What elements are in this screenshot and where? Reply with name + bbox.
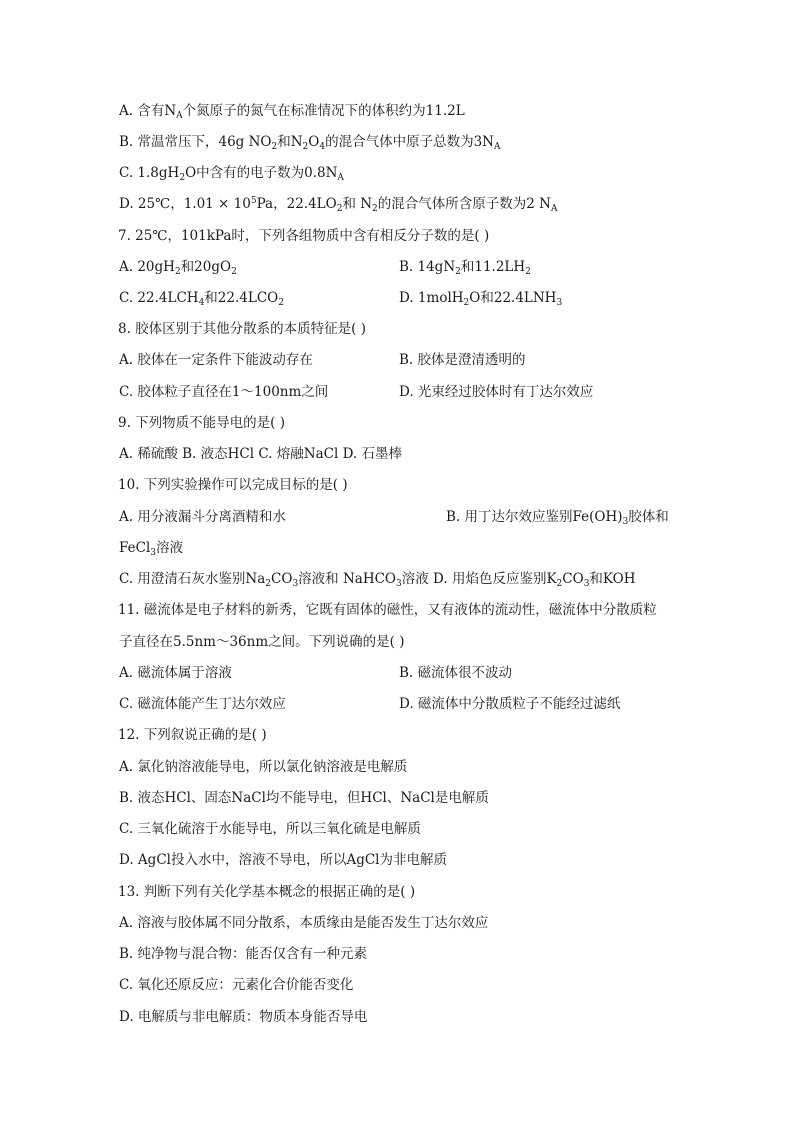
text-run: 溶液 D. 用焰色反应鉴别K bbox=[401, 571, 557, 587]
text-run: 和 N bbox=[342, 196, 373, 212]
text-run: 个氮原子的氮气在标准情况下的体积约为11.2L bbox=[182, 103, 465, 119]
text-run: D. 光束经过胶体时有丁达尔效应 bbox=[399, 384, 594, 400]
text-run: O bbox=[308, 134, 320, 150]
text-run: A. 含有N bbox=[119, 103, 177, 119]
question-stem bbox=[118, 600, 657, 620]
answer-line bbox=[119, 975, 353, 995]
answer-option-right bbox=[399, 350, 526, 370]
answer-line bbox=[119, 538, 183, 558]
text-run: A. 20gH bbox=[119, 259, 175, 275]
question-stem bbox=[118, 226, 489, 246]
text-run: D. 1molH bbox=[399, 290, 464, 306]
answer-line bbox=[119, 288, 284, 308]
text-run: CO bbox=[271, 571, 293, 587]
question-stem bbox=[118, 413, 285, 433]
subscript-text: 2 bbox=[278, 298, 284, 308]
text-run: CO bbox=[562, 571, 584, 587]
text-run: A. 溶液与胶体属不同分散系，本质缘由是能否发生丁达尔效应 bbox=[119, 915, 489, 931]
subscript-text: 3 bbox=[556, 298, 563, 308]
subscript-text: 2 bbox=[174, 267, 181, 277]
subscript-text: 2 bbox=[179, 173, 186, 183]
text-run: 和20gO bbox=[180, 259, 232, 275]
text-run: B. 纯净物与混合物：能否仅含有一种元素 bbox=[119, 946, 368, 962]
text-run: A. 氯化钠溶液能导电，所以氯化钠溶液是电解质 bbox=[119, 759, 408, 775]
subscript-text: 3 bbox=[292, 579, 299, 589]
text-run: A. 用分液漏斗分离酒精和水 bbox=[119, 509, 286, 525]
question-stem bbox=[118, 882, 415, 902]
text-run: Pa，22.4LO bbox=[256, 196, 337, 212]
text-run: 12. 下列叙说正确的是( ) bbox=[118, 727, 267, 743]
answer-line bbox=[119, 944, 367, 964]
text-run: C. 磁流体能产生丁达尔效应 bbox=[119, 696, 286, 712]
text-run: 胶体和 bbox=[628, 509, 669, 525]
answer-line bbox=[119, 1007, 367, 1027]
text-run: D. 25℃，1.01 × 10 bbox=[119, 196, 251, 212]
superscript-text: 5 bbox=[250, 196, 257, 206]
text-run: D. AgCl投入水中，溶液不导电，所以AgCl为非电解质 bbox=[119, 852, 448, 868]
subscript-text: A bbox=[550, 204, 558, 214]
answer-line bbox=[119, 132, 501, 152]
text-run: 的混合气体所含原子数为2 N bbox=[377, 196, 551, 212]
subscript-text: 2 bbox=[455, 267, 461, 277]
answer-option-right bbox=[399, 382, 593, 402]
text-run: D. 电解质与非电解质：物质本身能否导电 bbox=[119, 1009, 368, 1025]
text-run: B. 用丁达尔效应鉴别Fe(OH) bbox=[446, 509, 623, 525]
answer-line bbox=[119, 632, 404, 652]
answer-option-right bbox=[399, 257, 531, 277]
text-run: 10. 下列实验操作可以完成目标的是( ) bbox=[118, 477, 348, 493]
text-run: C. 22.4LCH bbox=[119, 290, 199, 306]
answer-line bbox=[119, 101, 465, 121]
subscript-text: 2 bbox=[302, 142, 309, 152]
answer-line bbox=[119, 257, 237, 277]
answer-option-right bbox=[399, 663, 512, 683]
question-stem bbox=[118, 319, 366, 339]
text-run: B. 常温常压下，46g NO bbox=[119, 134, 272, 150]
text-run: 子直径在5.5nm～36nm之间。下列说确的是( ) bbox=[119, 634, 405, 650]
answer-option-right bbox=[399, 288, 562, 308]
subscript-text: A bbox=[337, 173, 344, 183]
text-run: 和22.4LCO bbox=[204, 290, 279, 306]
text-run: D. 磁流体中分散质粒子不能经过滤纸 bbox=[399, 696, 621, 712]
subscript-text: 2 bbox=[372, 204, 378, 214]
text-run: C. 1.8gH bbox=[119, 165, 180, 181]
answer-line bbox=[119, 507, 286, 527]
answer-line bbox=[119, 163, 344, 183]
subscript-text: 2 bbox=[525, 267, 531, 277]
text-run: 溶液 bbox=[156, 540, 183, 556]
answer-line bbox=[119, 913, 488, 933]
text-run: A. 稀硫酸 B. 液态HCl C. 熔融NaCl D. 石墨棒 bbox=[119, 446, 402, 462]
subscript-text: 2 bbox=[265, 579, 272, 589]
answer-line bbox=[119, 819, 421, 839]
text-run: 7. 25℃，101kPa时，下列各组物质中含有相反分子数的是( ) bbox=[118, 228, 490, 244]
subscript-text: 2 bbox=[271, 142, 278, 152]
text-run: C. 三氧化硫溶于水能导电，所以三氧化硫是电解质 bbox=[119, 821, 421, 837]
text-run: A. 胶体在一定条件下能波动存在 bbox=[119, 352, 313, 368]
text-run: C. 胶体粒子直径在1～100nm之间 bbox=[119, 384, 329, 400]
answer-line bbox=[119, 694, 286, 714]
text-run: 和N bbox=[277, 134, 303, 150]
subscript-text: 4 bbox=[198, 298, 205, 308]
answer-option-right bbox=[399, 694, 620, 714]
text-run: C. 氧化还原反应：元素化合价能否变化 bbox=[119, 977, 354, 993]
subscript-text: 2 bbox=[556, 579, 563, 589]
text-run: 溶液和 NaHCO bbox=[298, 571, 396, 587]
answer-line bbox=[119, 788, 489, 808]
text-run: FeCl bbox=[119, 540, 151, 556]
text-run: B. 14gN bbox=[399, 259, 456, 275]
subscript-text: 3 bbox=[583, 579, 590, 589]
answer-line bbox=[119, 757, 407, 777]
subscript-text: A bbox=[494, 142, 501, 152]
text-run: 和KOH bbox=[589, 571, 636, 587]
answer-line bbox=[119, 194, 557, 214]
text-run: 9. 下列物质不能导电的是( ) bbox=[118, 415, 285, 431]
subscript-text: 2 bbox=[463, 298, 470, 308]
text-run: 8. 胶体区别于其他分散系的本质特征是( ) bbox=[118, 321, 366, 337]
text-run: O中含有的电子数为0.8N bbox=[185, 165, 338, 181]
answer-line bbox=[119, 850, 447, 870]
answer-option-right bbox=[446, 507, 669, 527]
answer-line bbox=[119, 382, 328, 402]
answer-line bbox=[119, 569, 636, 589]
answer-line bbox=[119, 350, 313, 370]
subscript-text: 3 bbox=[396, 579, 402, 589]
text-run: B. 磁流体很不波动 bbox=[399, 665, 513, 681]
subscript-text: 3 bbox=[622, 517, 629, 527]
subscript-text: 2 bbox=[231, 267, 237, 277]
subscript-text: 2 bbox=[336, 204, 343, 214]
text-run: A. 磁流体属于溶液 bbox=[119, 665, 232, 681]
subscript-text: 4 bbox=[319, 142, 326, 152]
text-run: C. 用澄清石灰水鉴别Na bbox=[119, 571, 266, 587]
text-run: B. 液态HCl、固态NaCl均不能导电，但HCl、NaCl是电解质 bbox=[119, 790, 489, 806]
question-stem bbox=[118, 475, 348, 495]
text-run: B. 胶体是澄清透明的 bbox=[399, 352, 526, 368]
question-stem bbox=[118, 725, 267, 745]
answer-line bbox=[119, 444, 402, 464]
answer-line bbox=[119, 663, 232, 683]
subscript-text: 3 bbox=[150, 548, 156, 558]
text-run: 的混合气体中原子总数为3N bbox=[325, 134, 494, 150]
text-run: 和11.2LH bbox=[460, 259, 526, 275]
text-run: 11. 磁流体是电子材料的新秀，它既有固体的磁性，又有液体的流动性，磁流体中分散质粒 bbox=[118, 602, 657, 618]
text-run: O和22.4LNH bbox=[469, 290, 557, 306]
text-run: 13. 判断下列有关化学基本概念的根据正确的是( ) bbox=[118, 884, 416, 900]
subscript-text: A bbox=[176, 111, 183, 121]
